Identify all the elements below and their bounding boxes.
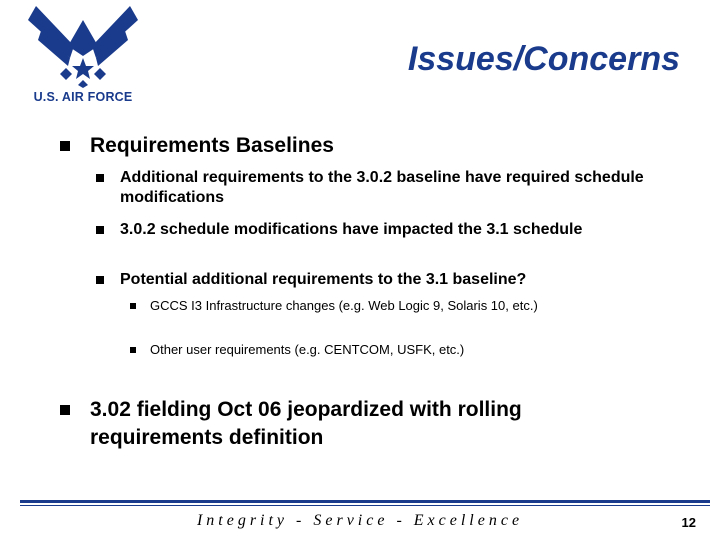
- air-force-logo: [20, 6, 146, 106]
- bullet-text: Potential additional requirements to the 3.1 baseline?: [120, 271, 527, 288]
- slide-title: Issues/Concerns: [407, 40, 680, 78]
- square-bullet-icon: [96, 174, 104, 182]
- bullet-text: Requirements Baselines: [90, 134, 334, 157]
- bullet-text: Other user requirements (e.g. CENTCOM, USFK, etc.): [150, 342, 465, 357]
- sub-bullet-potential-requirements: [96, 270, 656, 290]
- bullet-text: 3.0.2 schedule modifications have impacted the 3.1 schedule: [120, 221, 583, 238]
- logo-wordmark: U.S. AIR FORCE: [33, 90, 133, 104]
- square-bullet-icon: [60, 405, 70, 415]
- square-bullet-icon: [130, 347, 136, 353]
- square-bullet-icon: [60, 141, 70, 151]
- sub-sub-bullet-gccs: [130, 297, 650, 314]
- page-number: 12: [681, 515, 696, 530]
- bullet-text: 3.02 fielding Oct 06 jeopardized with rolling requirements definition: [90, 398, 522, 449]
- bullet-text: GCCS I3 Infrastructure changes (e.g. Web Logic 9, Solaris 10, etc.): [150, 298, 538, 313]
- bullet-text: Additional requirements to the 3.0.2 baseline have required schedule modifications: [120, 169, 644, 206]
- air-force-wings-icon: [28, 6, 138, 88]
- bullet-fielding-jeopardized: [60, 396, 600, 452]
- footer-motto: Integrity - Service - Excellence: [196, 512, 524, 529]
- footer-divider: [20, 500, 710, 503]
- bullet-requirements-baselines: [60, 132, 660, 160]
- sub-bullet-schedule-modifications: [96, 220, 656, 240]
- square-bullet-icon: [96, 276, 104, 284]
- sub-bullet-additional-requirements: [96, 168, 656, 208]
- square-bullet-icon: [130, 303, 136, 309]
- square-bullet-icon: [96, 226, 104, 234]
- footer-divider-thin: [20, 505, 710, 506]
- sub-sub-bullet-other-user: [130, 341, 650, 358]
